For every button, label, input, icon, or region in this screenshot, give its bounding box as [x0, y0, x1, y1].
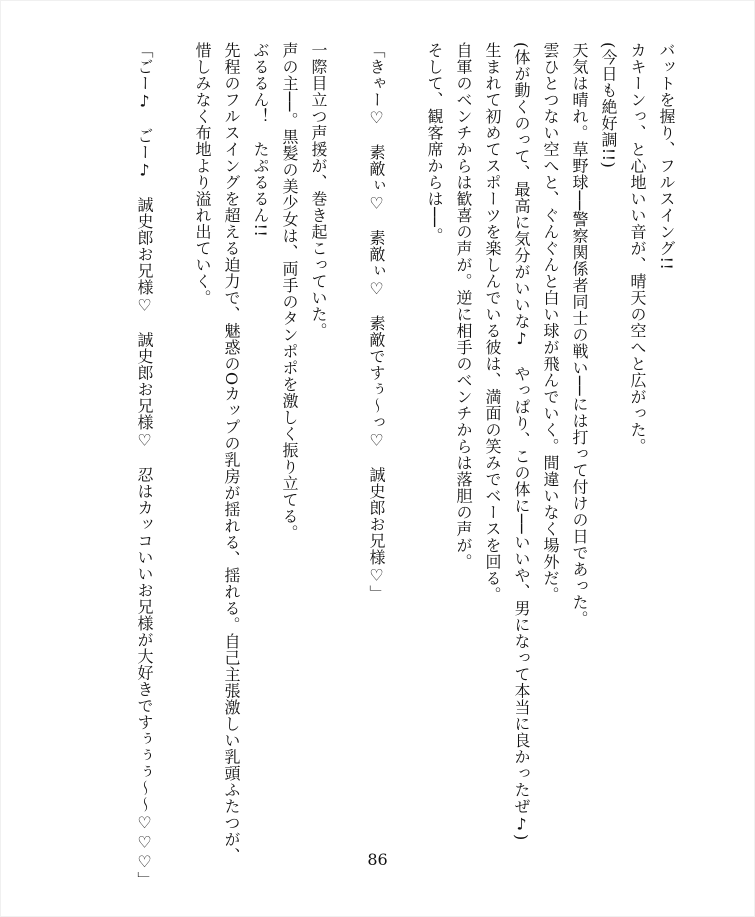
text-line: 天気は晴れ。草野球──警察関係者同士の戦い──には打って付けの日であった。	[570, 42, 589, 628]
blank-line	[391, 42, 420, 802]
text-line: 一際目立つ声援が、巻き起こっていた。	[309, 42, 328, 339]
text-line: 声の主──。黒髪の美少女は、両手のタンポポを激しく振り立てる。	[280, 42, 299, 541]
text-line: 生まれて初めてスポーツを楽しんでいる彼は、満面の笑みでベースを回る。	[483, 42, 502, 603]
blank-line	[159, 42, 188, 802]
dialogue-line: 「ごー♪ ごー♪ 誠史郎お兄様♡ 誠史郎お兄様♡ 忍はカッコいいお兄様が大好きですぅぅぅ～～♡♡♡」	[135, 42, 154, 888]
text-line: 惜しみなく布地より溢れ出ていく。	[193, 42, 212, 306]
text-line: 雲ひとつない空へと、ぐんぐんと白い球が飛んでいく。間違いなく場外だ。	[541, 42, 560, 603]
text-line: (体が動くのって、最高に気分がいいな♪ やっぱり、この体に──いいや、男になって本当に良かったぜ♪)	[512, 42, 531, 841]
dialogue-line: 「きゃー♡ 素敵ぃ♡ 素敵ぃ♡ 素敵ですぅ～っ♡ 誠史郎お兄様♡」	[367, 42, 386, 602]
blank-line	[333, 42, 362, 802]
text-line: そして、観客席からは──。	[425, 42, 444, 244]
text-line: カキーンっ、と心地いい音が、晴天の空へと広がった。	[628, 42, 647, 455]
text-line: ぶるるん！ たぷるるん!!	[251, 42, 270, 238]
text-line: (今日も絶好調!!)	[599, 42, 618, 169]
text-line: 先程のフルスイングを超える迫力で、魅惑のOカップの乳房が揺れる、揺れる。自己主張激しい乳頭ふたつが、	[222, 42, 241, 865]
page-number: 86	[367, 850, 388, 869]
text-line: 自軍のベンチからは歓喜の声が。逆に相手のベンチからは落胆の声が。	[454, 42, 473, 570]
text-line: バットを握り、フルスイング!!	[657, 42, 676, 271]
